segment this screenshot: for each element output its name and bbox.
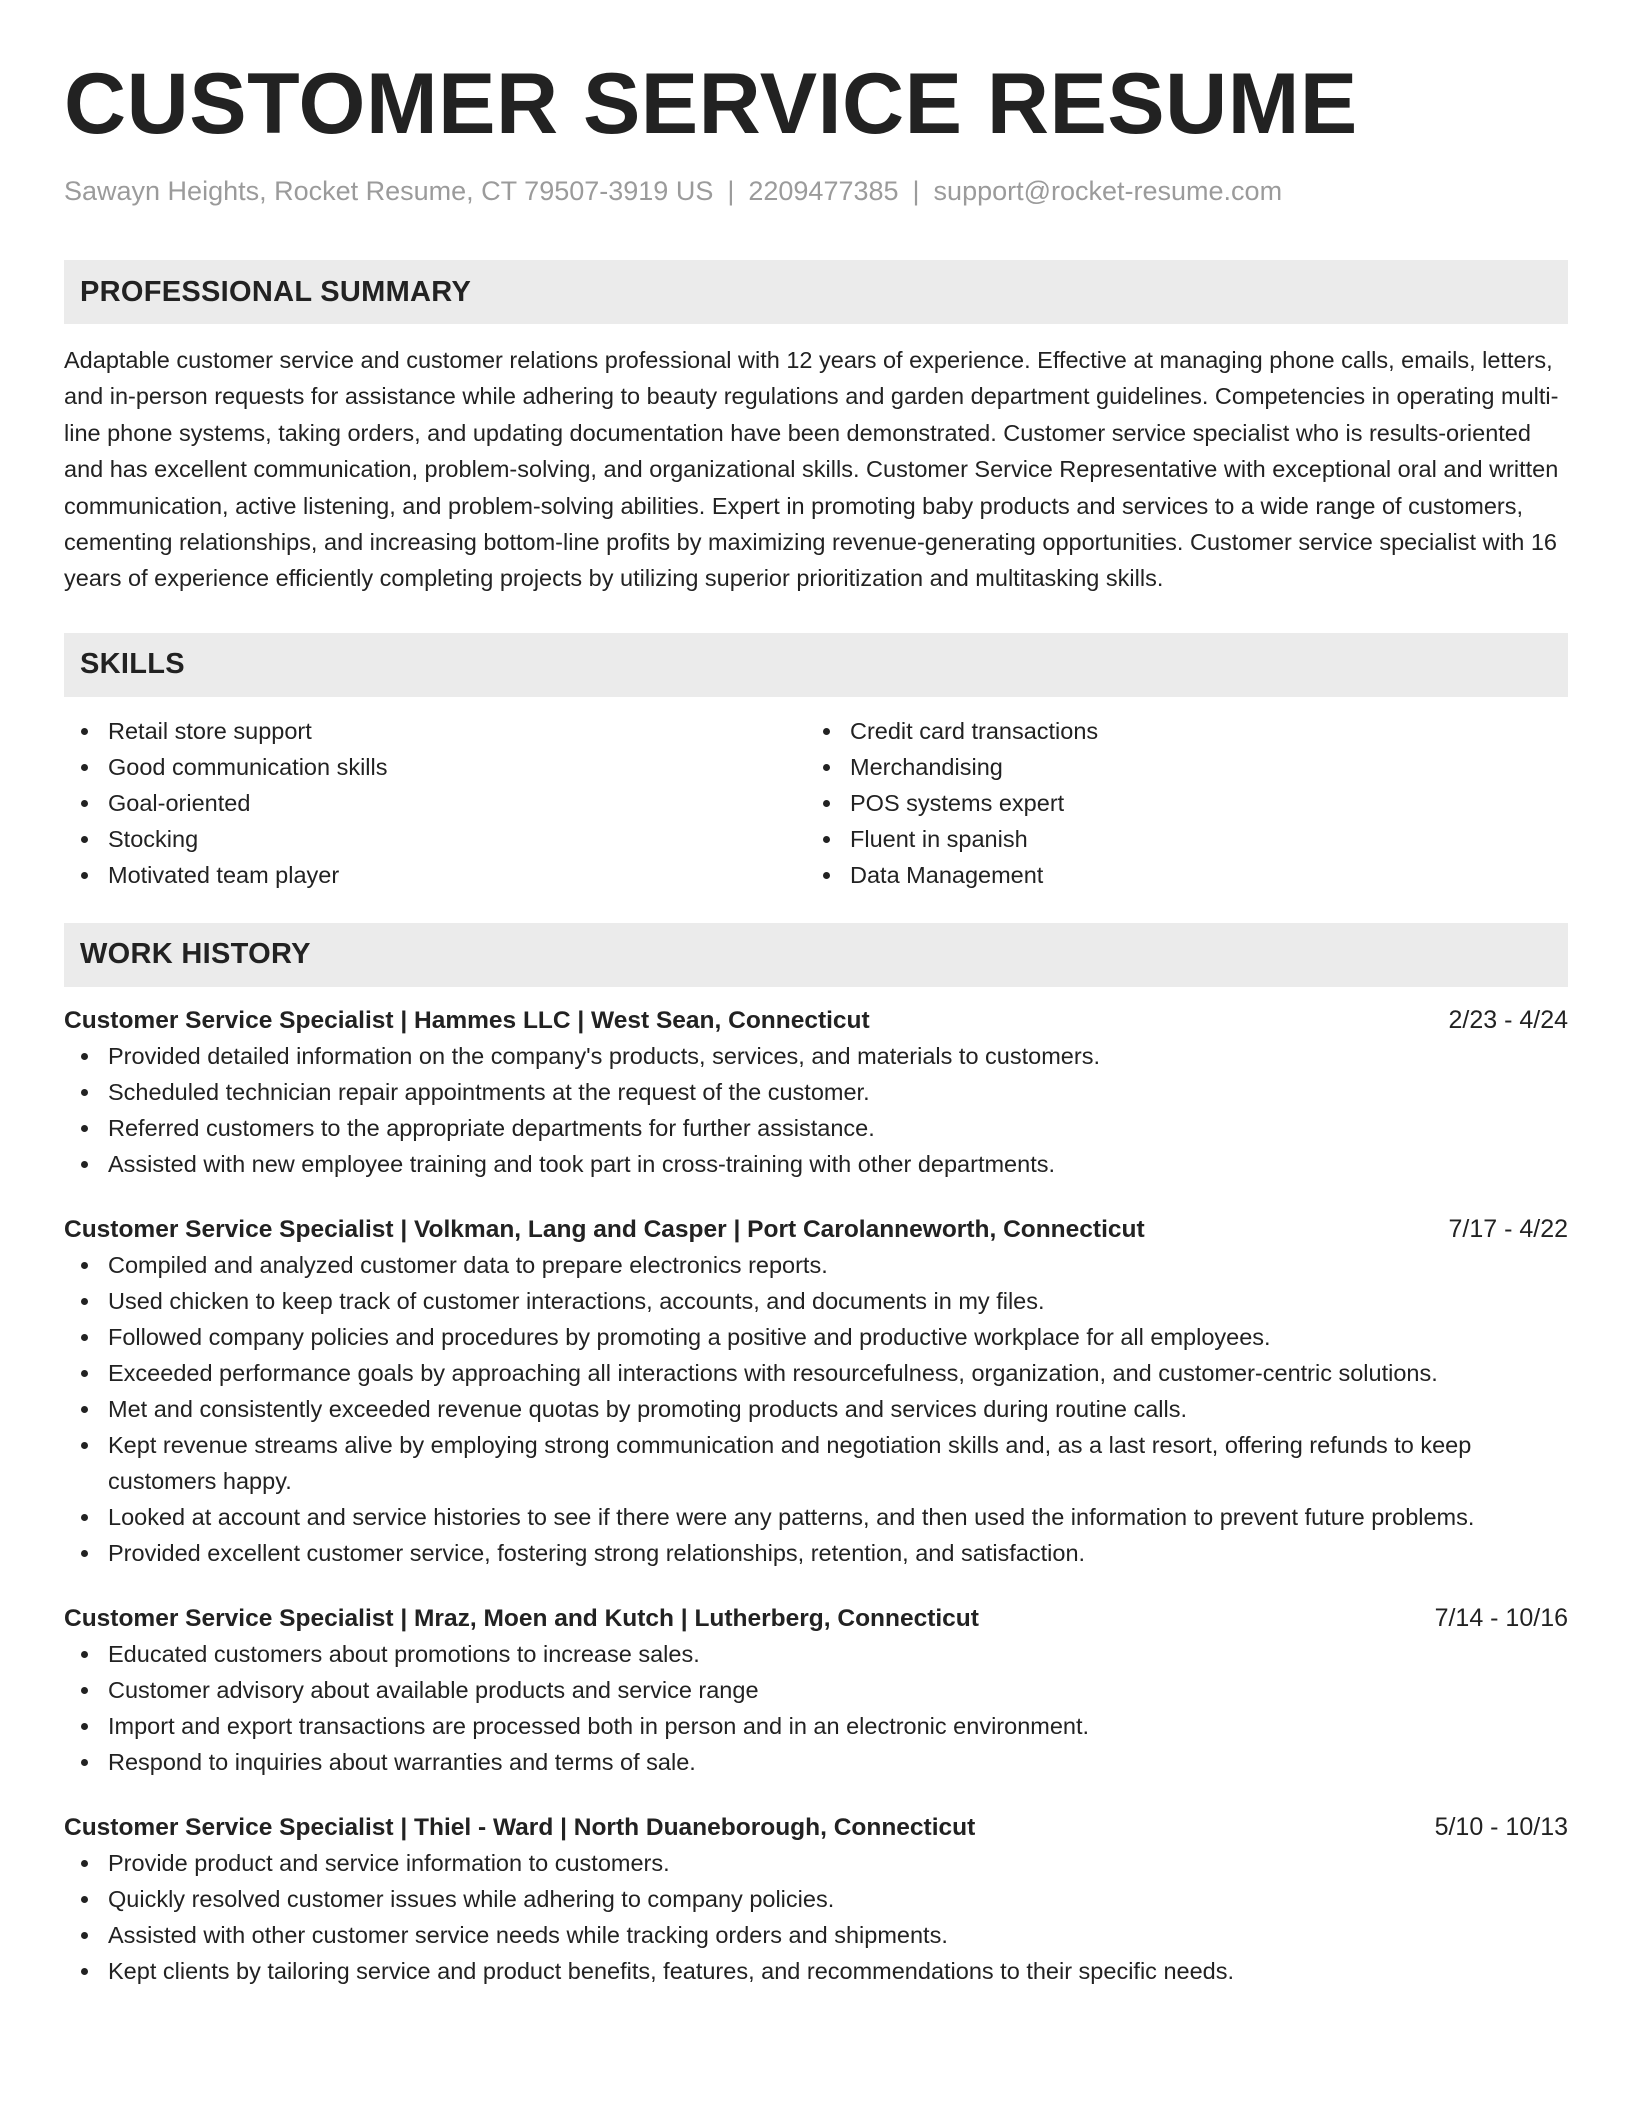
skill-item: Motivated team player <box>64 857 806 893</box>
summary-text: Adaptable customer service and customer relations professional with 12 years of experience. Effective at managing phone calls, emails, letters, and in-person requests for assistance while adhering to beauty regulations and garden department guidelines. Competencies in operating multi-line phone systems, taking orders, and updating documentation have been demonstrated. Customer service specialist who is results-oriented and has excellent communication, problem-solving, and organizational skills. Customer Service Representative with exceptional oral and written communication, active listening, and problem-solving abilities. Expert in promoting baby products and services to a wide range of customers, cementing relationships, and increasing bottom-line profits by maximizing revenue-generating opportunities. Customer service specialist with 16 years of experience efficiently completing projects by utilizing superior prioritization and multitasking skills. <box>64 347 1559 592</box>
skills-column-left <box>64 713 806 893</box>
job-bullet-list <box>64 1247 1568 1571</box>
job-bullet: Compiled and analyzed customer data to prepare electronics reports. <box>64 1247 1568 1283</box>
job-bullet-list <box>64 1038 1568 1182</box>
job-header <box>64 1003 1568 1038</box>
job-bullet: Import and export transactions are processed both in person and in an electronic environment. <box>64 1708 1568 1744</box>
skill-item: Merchandising <box>806 749 1548 785</box>
skills-list <box>64 713 1568 893</box>
skill-item: Goal-oriented <box>64 785 806 821</box>
job-bullet-list <box>64 1636 1568 1780</box>
job-header <box>64 1212 1568 1247</box>
job-dates: 7/14 - 10/16 <box>1434 1603 1568 1632</box>
skill-item: POS systems expert <box>806 785 1548 821</box>
job-bullet: Referred customers to the appropriate departments for further assistance. <box>64 1110 1568 1146</box>
skill-item: Fluent in spanish <box>806 821 1548 857</box>
section-title-skills: SKILLS <box>80 648 185 681</box>
job-bullet: Educated customers about promotions to increase sales. <box>64 1636 1568 1672</box>
job-bullet: Quickly resolved customer issues while adhering to company policies. <box>64 1881 1568 1917</box>
job-bullet: Kept revenue streams alive by employing strong communication and negotiation skills and, as a last resort, offering refunds to keep customers happy. <box>64 1427 1568 1499</box>
job-bullet: Exceeded performance goals by approaching all interactions with resourcefulness, organization, and customer-centric solutions. <box>64 1355 1568 1391</box>
skill-item: Good communication skills <box>64 749 806 785</box>
job-title: Customer Service Specialist | Mraz, Moen and Kutch | Lutherberg, Connecticut <box>64 1604 979 1632</box>
skill-item: Data Management <box>806 857 1548 893</box>
job-bullet: Customer advisory about available products and service range <box>64 1672 1568 1708</box>
section-title-work-history: WORK HISTORY <box>80 938 311 971</box>
contact-separator: | <box>912 176 920 206</box>
job-header <box>64 1810 1568 1845</box>
job-title: Customer Service Specialist | Hammes LLC | West Sean, Connecticut <box>64 1006 870 1034</box>
section-header-summary <box>64 260 1568 324</box>
job-title: Customer Service Specialist | Thiel - Ward | North Duaneborough, Connecticut <box>64 1813 976 1841</box>
skill-item: Credit card transactions <box>806 713 1548 749</box>
job-bullet: Assisted with other customer service needs while tracking orders and shipments. <box>64 1917 1568 1953</box>
job-dates: 5/10 - 10/13 <box>1434 1812 1568 1841</box>
job-bullet: Respond to inquiries about warranties and terms of sale. <box>64 1744 1568 1780</box>
job-bullet: Met and consistently exceeded revenue quotas by promoting products and services during routine calls. <box>64 1391 1568 1427</box>
contact-email: support@rocket-resume.com <box>933 176 1283 206</box>
section-header-skills <box>64 633 1568 697</box>
job-bullet: Used chicken to keep track of customer interactions, accounts, and documents in my files. <box>64 1283 1568 1319</box>
job-bullet: Followed company policies and procedures by promoting a positive and productive workplace for all employees. <box>64 1319 1568 1355</box>
skill-item: Stocking <box>64 821 806 857</box>
job-header <box>64 1601 1568 1636</box>
contact-separator: | <box>727 176 735 206</box>
contact-address: Sawayn Heights, Rocket Resume, CT 79507-3919 US <box>64 176 714 206</box>
job-bullet: Provided excellent customer service, fostering strong relationships, retention, and satisfaction. <box>64 1535 1568 1571</box>
contact-phone: 2209477385 <box>748 176 899 206</box>
job-title: Customer Service Specialist | Volkman, Lang and Casper | Port Carolanneworth, Connecticut <box>64 1215 1145 1243</box>
job-bullet: Assisted with new employee training and took part in cross-training with other departments. <box>64 1146 1568 1182</box>
job-dates: 2/23 - 4/24 <box>1448 1005 1568 1034</box>
section-title-summary: PROFESSIONAL SUMMARY <box>80 275 472 308</box>
job-bullet: Looked at account and service histories to see if there were any patterns, and then used the information to prevent future problems. <box>64 1499 1568 1535</box>
job-bullet-list <box>64 1845 1568 1989</box>
skill-item: Retail store support <box>64 713 806 749</box>
section-header-work-history <box>64 923 1568 987</box>
job-bullet: Scheduled technician repair appointments at the request of the customer. <box>64 1074 1568 1110</box>
job-dates: 7/17 - 4/22 <box>1448 1214 1568 1243</box>
job-bullet: Provide product and service information to customers. <box>64 1845 1568 1881</box>
job-bullet: Kept clients by tailoring service and product benefits, features, and recommendations to their specific needs. <box>64 1953 1568 1989</box>
resume-title: CUSTOMER SERVICE RESUME <box>64 56 1358 152</box>
job-bullet: Provided detailed information on the company's products, services, and materials to customers. <box>64 1038 1568 1074</box>
skills-column-right <box>806 713 1548 893</box>
contact-line <box>64 174 1568 208</box>
